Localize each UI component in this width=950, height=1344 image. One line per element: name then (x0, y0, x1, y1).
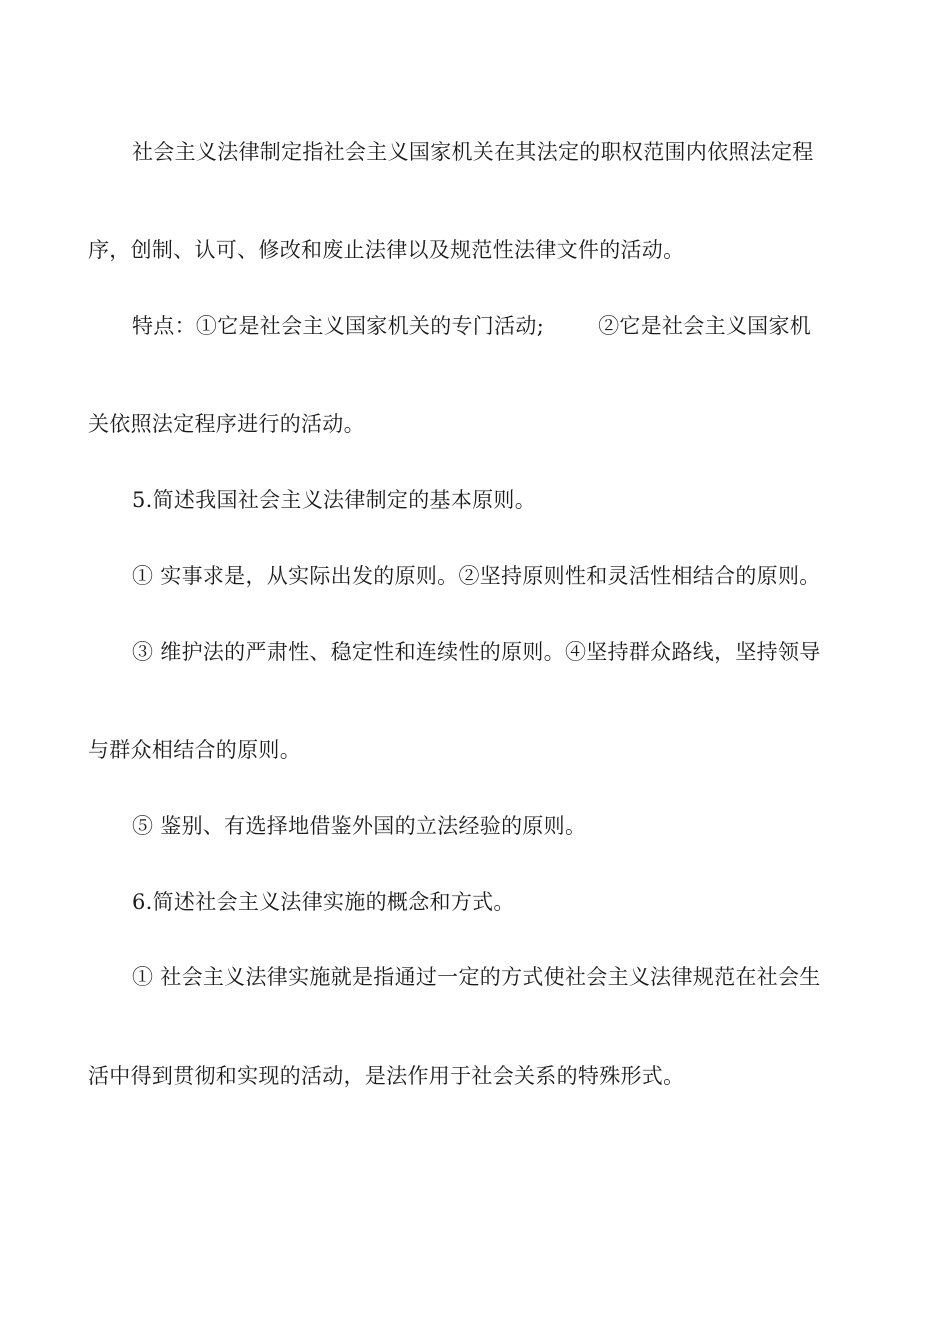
paragraph-features-line-1 (132, 311, 811, 341)
paragraph-definition-line-2: 序，创制、认可、修改和废止法律以及规范性法律文件的活动。 (88, 238, 685, 262)
feature-two: ②它是社会主义国家机 (598, 314, 812, 338)
question-5-principle-3-4-line-1: ③ 维护法的严肃性、稳定性和连续性的原则。④坚持群众路线，坚持领导 (132, 640, 821, 664)
question-6-heading: 6.简述社会主义法律实施的概念和方式。 (132, 890, 515, 914)
question-5-principle-5: ⑤ 鉴别、有选择地借鉴外国的立法经验的原则。 (132, 814, 587, 838)
feature-one: 特点：①它是社会主义国家机关的专门活动; (132, 314, 545, 338)
paragraph-features-line-2: 关依照法定程序进行的活动。 (88, 412, 365, 436)
paragraph-definition-line-1: 社会主义法律制定指社会主义国家机关在其法定的职权范围内依照法定程 (132, 140, 814, 164)
question-5-principle-1-2: ① 实事求是，从实际出发的原则。②坚持原则性和灵活性相结合的原则。 (132, 564, 821, 588)
question-6-answer-line-1: ① 社会主义法律实施就是指通过一定的方式使社会主义法律规范在社会生 (132, 965, 821, 989)
question-6-answer-line-2: 活中得到贯彻和实现的活动，是法作用于社会关系的特殊形式。 (88, 1064, 685, 1088)
question-5-heading: 5.简述我国社会主义法律制定的基本原则。 (132, 488, 537, 512)
question-5-principle-3-4-line-2: 与群众相结合的原则。 (88, 738, 301, 762)
